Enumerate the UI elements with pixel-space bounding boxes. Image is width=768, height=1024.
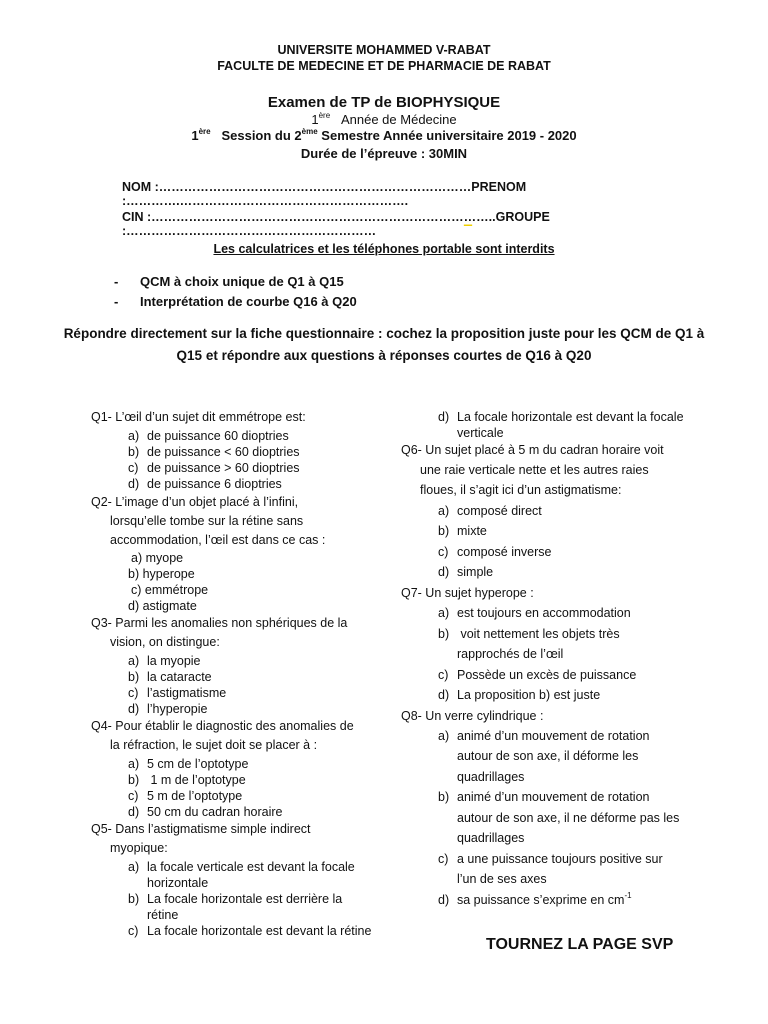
option-a-cont: quadrillages bbox=[457, 770, 525, 784]
option-a-cont: horizontale bbox=[147, 876, 209, 890]
option-c-cont: l’un de ses axes bbox=[457, 872, 547, 886]
option-a[interactable]: a) myope bbox=[131, 551, 184, 565]
option-a[interactable]: a) animé d’un mouvement de rotation bbox=[438, 729, 650, 743]
question-q2-cont: lorsqu’elle tombe sur la rétine sans bbox=[110, 514, 304, 528]
question-q6-cont: une raie verticale nette et les autres raies bbox=[420, 463, 649, 477]
option-a[interactable]: a) est toujours en accommodation bbox=[438, 606, 631, 620]
option-b[interactable]: b) voit nettement les objets très bbox=[438, 627, 620, 641]
option-b-cont: quadrillages bbox=[457, 831, 525, 845]
question-q3-cont: vision, on distingue: bbox=[110, 635, 220, 649]
option-d[interactable]: d) astigmate bbox=[128, 599, 197, 613]
question-q5: Q5- Dans l’astigmatisme simple indirect bbox=[91, 822, 311, 836]
pen-mark: ‾ bbox=[465, 223, 471, 243]
option-c[interactable]: c) emmétrope bbox=[131, 583, 209, 597]
question-q8: Q8- Un verre cylindrique : bbox=[401, 709, 544, 723]
option-a-cont: autour de son axe, il déforme les bbox=[457, 749, 639, 763]
session-line bbox=[0, 128, 768, 143]
option-d[interactable]: d) La focale horizontale est devant la focale bbox=[438, 410, 684, 424]
option-b[interactable]: b) mixte bbox=[438, 524, 487, 538]
question-q6-cont: floues, il s’agit ici d’un astigmatisme: bbox=[420, 483, 622, 497]
instruction-line-2: Q15 et répondre aux questions à réponses courtes de Q16 à Q20 bbox=[176, 348, 592, 363]
option-b-cont: rétine bbox=[147, 908, 179, 922]
year-num: 1 bbox=[311, 112, 319, 127]
session-text-b: Semestre Année universitaire 2019 - 2020 bbox=[321, 128, 577, 143]
bullet-item bbox=[114, 274, 344, 289]
option-b[interactable]: b) animé d’un mouvement de rotation bbox=[438, 790, 650, 804]
question-q5-cont: myopique: bbox=[110, 841, 168, 855]
option-a[interactable]: a) composé direct bbox=[438, 504, 542, 518]
question-q2: Q2- L’image d’un objet placé à l’infini, bbox=[91, 495, 299, 509]
university-name: UNIVERSITE MOHAMMED V-RABAT bbox=[277, 43, 491, 57]
option-b-cont: autour de son axe, il ne déforme pas les bbox=[457, 811, 680, 825]
question-q6: Q6- Un sujet placé à 5 m du cadran horaire voit bbox=[401, 443, 664, 457]
option-c[interactable]: c) La focale horizontale est devant la rétine bbox=[128, 924, 372, 938]
option-c[interactable]: c) a une puissance toujours positive sur bbox=[438, 852, 663, 866]
option-d[interactable]: d) de puissance 6 dioptries bbox=[128, 477, 282, 491]
option-c[interactable]: c) Possède un excès de puissance bbox=[438, 668, 637, 682]
bullet-dash: - bbox=[114, 274, 119, 289]
bullet-dash: - bbox=[114, 294, 119, 309]
bullet-text: Interprétation de courbe Q16 à Q20 bbox=[139, 294, 357, 309]
nom-prenom-field[interactable]: NOM :…………………………………………………………………PRENOM :………….………………………………………………. bbox=[122, 180, 527, 208]
option-c[interactable]: c) composé inverse bbox=[438, 545, 552, 559]
instruction-line-1: Répondre directement sur la fiche questionnaire : cochez la proposition juste pour les QCM de Q1 à bbox=[63, 326, 705, 341]
option-b[interactable]: b) 1 m de l’optotype bbox=[128, 773, 246, 787]
question-q2-cont: accommodation, l’œil est dans ce cas : bbox=[110, 533, 326, 547]
option-c[interactable]: c) de puissance > 60 dioptries bbox=[128, 461, 300, 475]
bullet-item bbox=[114, 294, 357, 309]
year-text: Année de Médecine bbox=[340, 112, 457, 127]
option-a[interactable]: a) la myopie bbox=[128, 654, 201, 668]
option-d[interactable]: d) l’hyperopie bbox=[128, 702, 208, 716]
option-d[interactable]: d) 50 cm du cadran horaire bbox=[128, 805, 283, 819]
question-q4: Q4- Pour établir le diagnostic des anomalies de bbox=[91, 719, 354, 733]
option-b[interactable]: b) La focale horizontale est derrière la bbox=[128, 892, 343, 906]
session-sup2: ème bbox=[301, 126, 318, 136]
option-d[interactable]: d) simple bbox=[438, 565, 494, 579]
session-sup: ère bbox=[198, 126, 211, 136]
notice: Les calculatrices et les téléphones portable sont interdits bbox=[213, 242, 555, 256]
question-q4-cont: la réfraction, le sujet doit se placer à : bbox=[110, 738, 318, 752]
option-a[interactable]: a) la focale verticale est devant la focale bbox=[128, 860, 355, 874]
session-text-a: Session du 2 bbox=[221, 128, 302, 143]
exponent: -1 bbox=[624, 890, 632, 900]
exam-title: Examen de TP de BIOPHYSIQUE bbox=[267, 94, 501, 111]
turn-page-note: TOURNEZ LA PAGE SVP bbox=[486, 936, 674, 953]
option-b[interactable]: b) hyperope bbox=[128, 567, 195, 581]
option-b[interactable]: b) la cataracte bbox=[128, 670, 212, 684]
option-d[interactable]: d) sa puissance s’exprime en $cm^{-1}$ bbox=[438, 890, 632, 907]
faculty-name: FACULTE DE MEDECINE ET DE PHARMACIE DE RABAT bbox=[217, 59, 551, 73]
option-b-cont: rapprochés de l’œil bbox=[457, 647, 564, 661]
option-d[interactable]: d) La proposition b) est juste bbox=[438, 688, 601, 702]
duration: Durée de l’épreuve : 30MIN bbox=[300, 146, 468, 161]
year-line bbox=[0, 112, 768, 127]
option-d-cont: verticale bbox=[457, 426, 504, 440]
year-sup: ère bbox=[318, 110, 331, 120]
cin-groupe-field[interactable]: CIN :………………………………………………………………………..GROUPE :…………………………………………………… bbox=[122, 210, 550, 238]
question-q3: Q3- Parmi les anomalies non sphériques de la bbox=[91, 616, 348, 630]
session-num: 1 bbox=[191, 128, 199, 143]
question-q1: Q1- L’œil d’un sujet dit emmétrope est: bbox=[91, 410, 306, 424]
bullet-text: QCM à choix unique de Q1 à Q15 bbox=[139, 274, 344, 289]
option-a[interactable]: a) 5 cm de l’optotype bbox=[128, 757, 249, 771]
option-a[interactable]: a) de puissance 60 dioptries bbox=[128, 429, 289, 443]
option-c[interactable]: c) 5 m de l’optotype bbox=[128, 789, 243, 803]
option-b[interactable]: b) de puissance < 60 dioptries bbox=[128, 445, 300, 459]
question-q7: Q7- Un sujet hyperope : bbox=[401, 586, 534, 600]
option-c[interactable]: c) l’astigmatisme bbox=[128, 686, 227, 700]
